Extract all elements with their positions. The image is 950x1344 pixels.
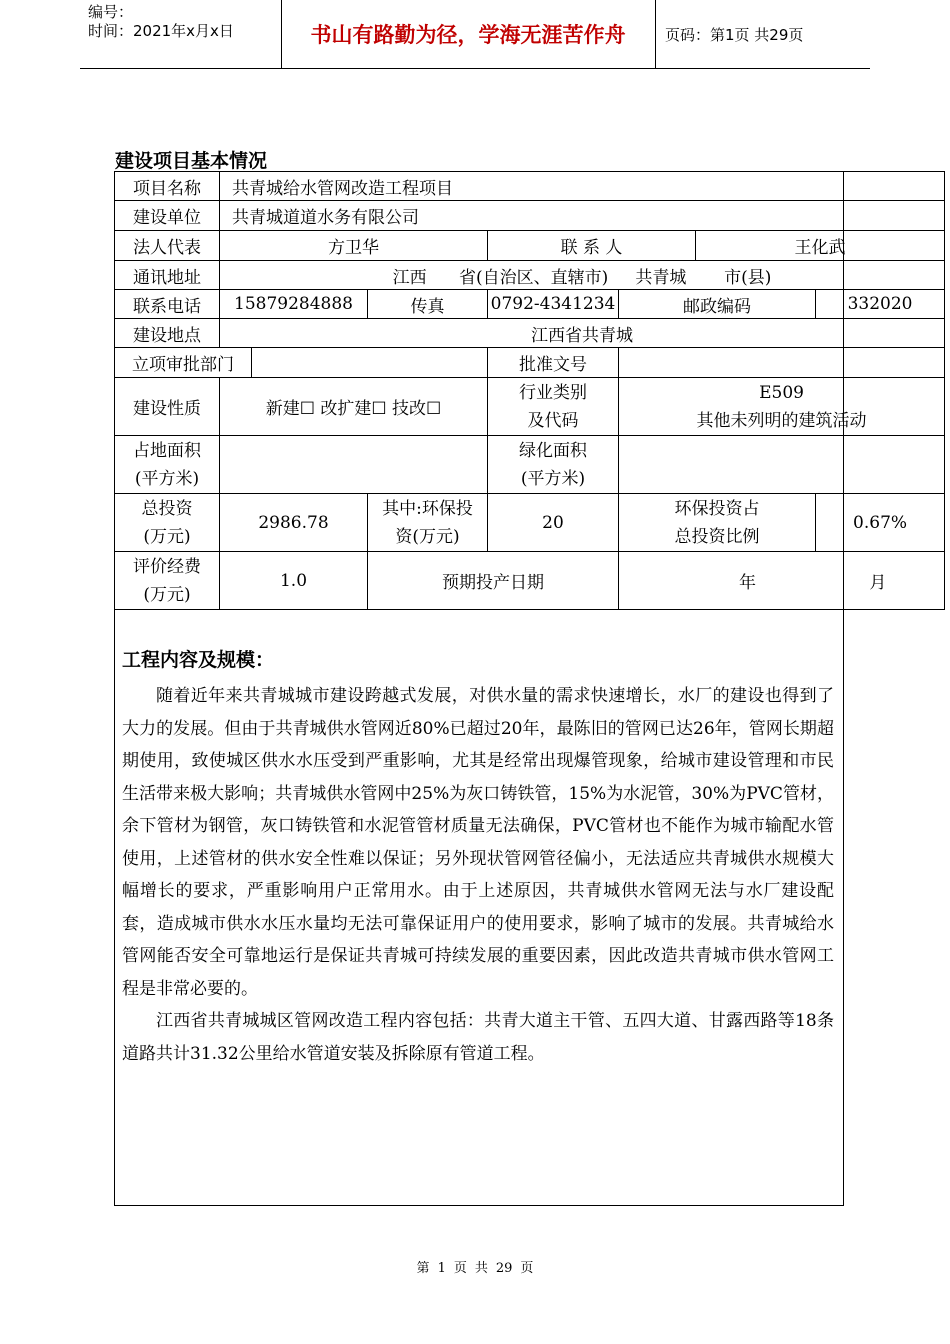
section-title: 建设项目基本情况 <box>115 150 268 172</box>
content-title: 工程内容及规模： <box>122 649 275 671</box>
contact-value: 王化武 <box>696 231 945 261</box>
project-name-label: 项目名称 <box>115 172 220 201</box>
footer-gong: 共 <box>474 1261 488 1276</box>
table-row <box>115 552 945 610</box>
project-info-table <box>114 171 945 610</box>
year-label: 年 <box>739 573 756 593</box>
header-divider <box>655 0 656 68</box>
env-invest-label-line-2: 资(万元) <box>395 526 460 547</box>
nature-label: 建设性质 <box>115 378 220 436</box>
phone-value: 15879284888 <box>220 290 368 319</box>
location-value: 江西省共青城 <box>220 319 945 348</box>
fax-value: 0792-4341234 <box>488 290 619 319</box>
env-invest-value: 20 <box>488 494 619 552</box>
legal-rep-value: 方卫华 <box>220 231 488 261</box>
env-ratio-label-line-1: 环保投资占 <box>674 498 760 519</box>
table-row <box>115 231 945 261</box>
table-row <box>115 261 945 290</box>
approval-dept-label: 立项审批部门 <box>115 348 252 378</box>
industry-label-line-1: 行业类别 <box>519 382 587 403</box>
approval-no-label: 批准文号 <box>488 348 619 378</box>
legal-rep-label: 法人代表 <box>115 231 220 261</box>
project-name-value: 共青城给水管网改造工程项目 <box>220 172 945 201</box>
footer-di: 第 <box>416 1261 430 1276</box>
table-row <box>115 348 945 378</box>
postal-label: 邮政编码 <box>619 290 816 319</box>
fax-label: 传真 <box>368 290 488 319</box>
footer-page-number: 1 <box>437 1261 446 1276</box>
env-invest-label-line-1: 其中:环保投 <box>382 498 473 519</box>
industry-value <box>619 378 945 436</box>
eval-fee-label <box>115 552 220 610</box>
table-row <box>115 436 945 494</box>
land-area-label <box>115 436 220 494</box>
investment-label-line-2: (万元) <box>143 526 191 547</box>
content-paragraph-2: 江西省共青城城区管网改造工程内容包括：共青大道主干管、五四大道、甘露西路等18条道路共计31.32公里给水管道安装及拆除原有管道工程。 <box>122 1011 834 1064</box>
investment-label-line-1: 总投资 <box>141 498 193 519</box>
env-ratio-value: 0.67% <box>816 494 945 552</box>
table-row <box>115 201 945 231</box>
approval-no-value <box>619 348 945 378</box>
footer-ye: 页 <box>453 1261 467 1276</box>
production-date-value <box>619 552 945 610</box>
address-value: 江西 省(自治区、直辖市) 共青城 市(县) <box>220 261 945 290</box>
page-header <box>80 0 870 69</box>
table-row <box>115 494 945 552</box>
table-row <box>115 172 945 201</box>
industry-code: E509 <box>759 382 804 403</box>
eval-fee-label-line-1: 评价经费 <box>133 556 201 577</box>
investment-label <box>115 494 220 552</box>
green-area-label-line-2: (平方米) <box>520 468 586 489</box>
page-footer <box>0 1257 950 1276</box>
contact-label: 联 系 人 <box>488 231 696 261</box>
footer-ye: 页 <box>520 1261 534 1276</box>
nature-options[interactable]: 新建☐ 改扩建☐ 技改☐ <box>220 378 488 436</box>
content-paragraph-1: 随着近年来共青城城市建设跨越式发展，对供水量的需求快速增长，水厂的建设也得到了大力的发展。但由于共青城供水管网近80%已超过20年，最陈旧的管网已达26年，管网长期超期使用，致使城区供水水压受到严重影响，尤其是经常出现爆管现象，给城市建设管理和市民生活带来极大影响；共青城供水管网中25%为灰口铸铁管，15%为水泥管，30%为PVC管材，余下管材为钢管，灰口铸铁管和水泥管管材质量无法确保，PVC管材也不能作为城市输配水管使用，上述管材的供水安全性难以保证；另外现状管网管径偏小，无法适应共青城供水规模大幅增长的要求，严重影响用户正常用水。由于上述原因，共青城供水管网无法与水厂建设配套，造成城市供水水压水量均无法可靠保证用户的使用要求，影响了城市的发展。共青城给水管网能否安全可靠地运行是保证共青城可持续发展的重要因素，因此改造共青城市供水管网工程是非常必要的。 <box>122 686 834 999</box>
env-ratio-label <box>619 494 816 552</box>
number-label: 编号： <box>88 3 134 21</box>
green-area-label <box>488 436 619 494</box>
industry-label-line-2: 及代码 <box>527 410 579 431</box>
land-area-label-line-2: (平方米) <box>134 468 200 489</box>
eval-fee-value: 1.0 <box>220 552 368 610</box>
postal-value: 332020 <box>816 290 945 319</box>
phone-label: 联系电话 <box>115 290 220 319</box>
production-date-label: 预期投产日期 <box>368 552 619 610</box>
address-label: 通讯地址 <box>115 261 220 290</box>
table-row <box>115 319 945 348</box>
header-page-label: 页码：第1页 共29页 <box>665 25 804 44</box>
eval-fee-label-line-2: (万元) <box>143 584 191 605</box>
table-row <box>115 378 945 436</box>
green-area-value <box>619 436 945 494</box>
unit-value: 共青城道道水务有限公司 <box>220 201 945 231</box>
footer-total-pages: 29 <box>495 1261 513 1276</box>
land-area-label-line-1: 占地面积 <box>133 440 201 461</box>
industry-name: 其他未列明的建筑活动 <box>696 410 867 431</box>
env-ratio-label-line-2: 总投资比例 <box>674 526 760 547</box>
investment-value: 2986.78 <box>220 494 368 552</box>
unit-label: 建设单位 <box>115 201 220 231</box>
location-label: 建设地点 <box>115 319 220 348</box>
land-area-value <box>220 436 488 494</box>
approval-dept-value <box>252 348 488 378</box>
table-row <box>115 290 945 319</box>
green-area-label-line-1: 绿化面积 <box>519 440 587 461</box>
time-label: 时间：2021年x月x日 <box>88 22 234 40</box>
header-left <box>88 3 234 41</box>
header-motto: 书山有路勤为径，学海无涯苦作舟 <box>310 23 626 47</box>
month-label: 月 <box>869 573 887 593</box>
content-section <box>122 645 834 1070</box>
industry-label <box>488 378 619 436</box>
env-invest-label <box>368 494 488 552</box>
